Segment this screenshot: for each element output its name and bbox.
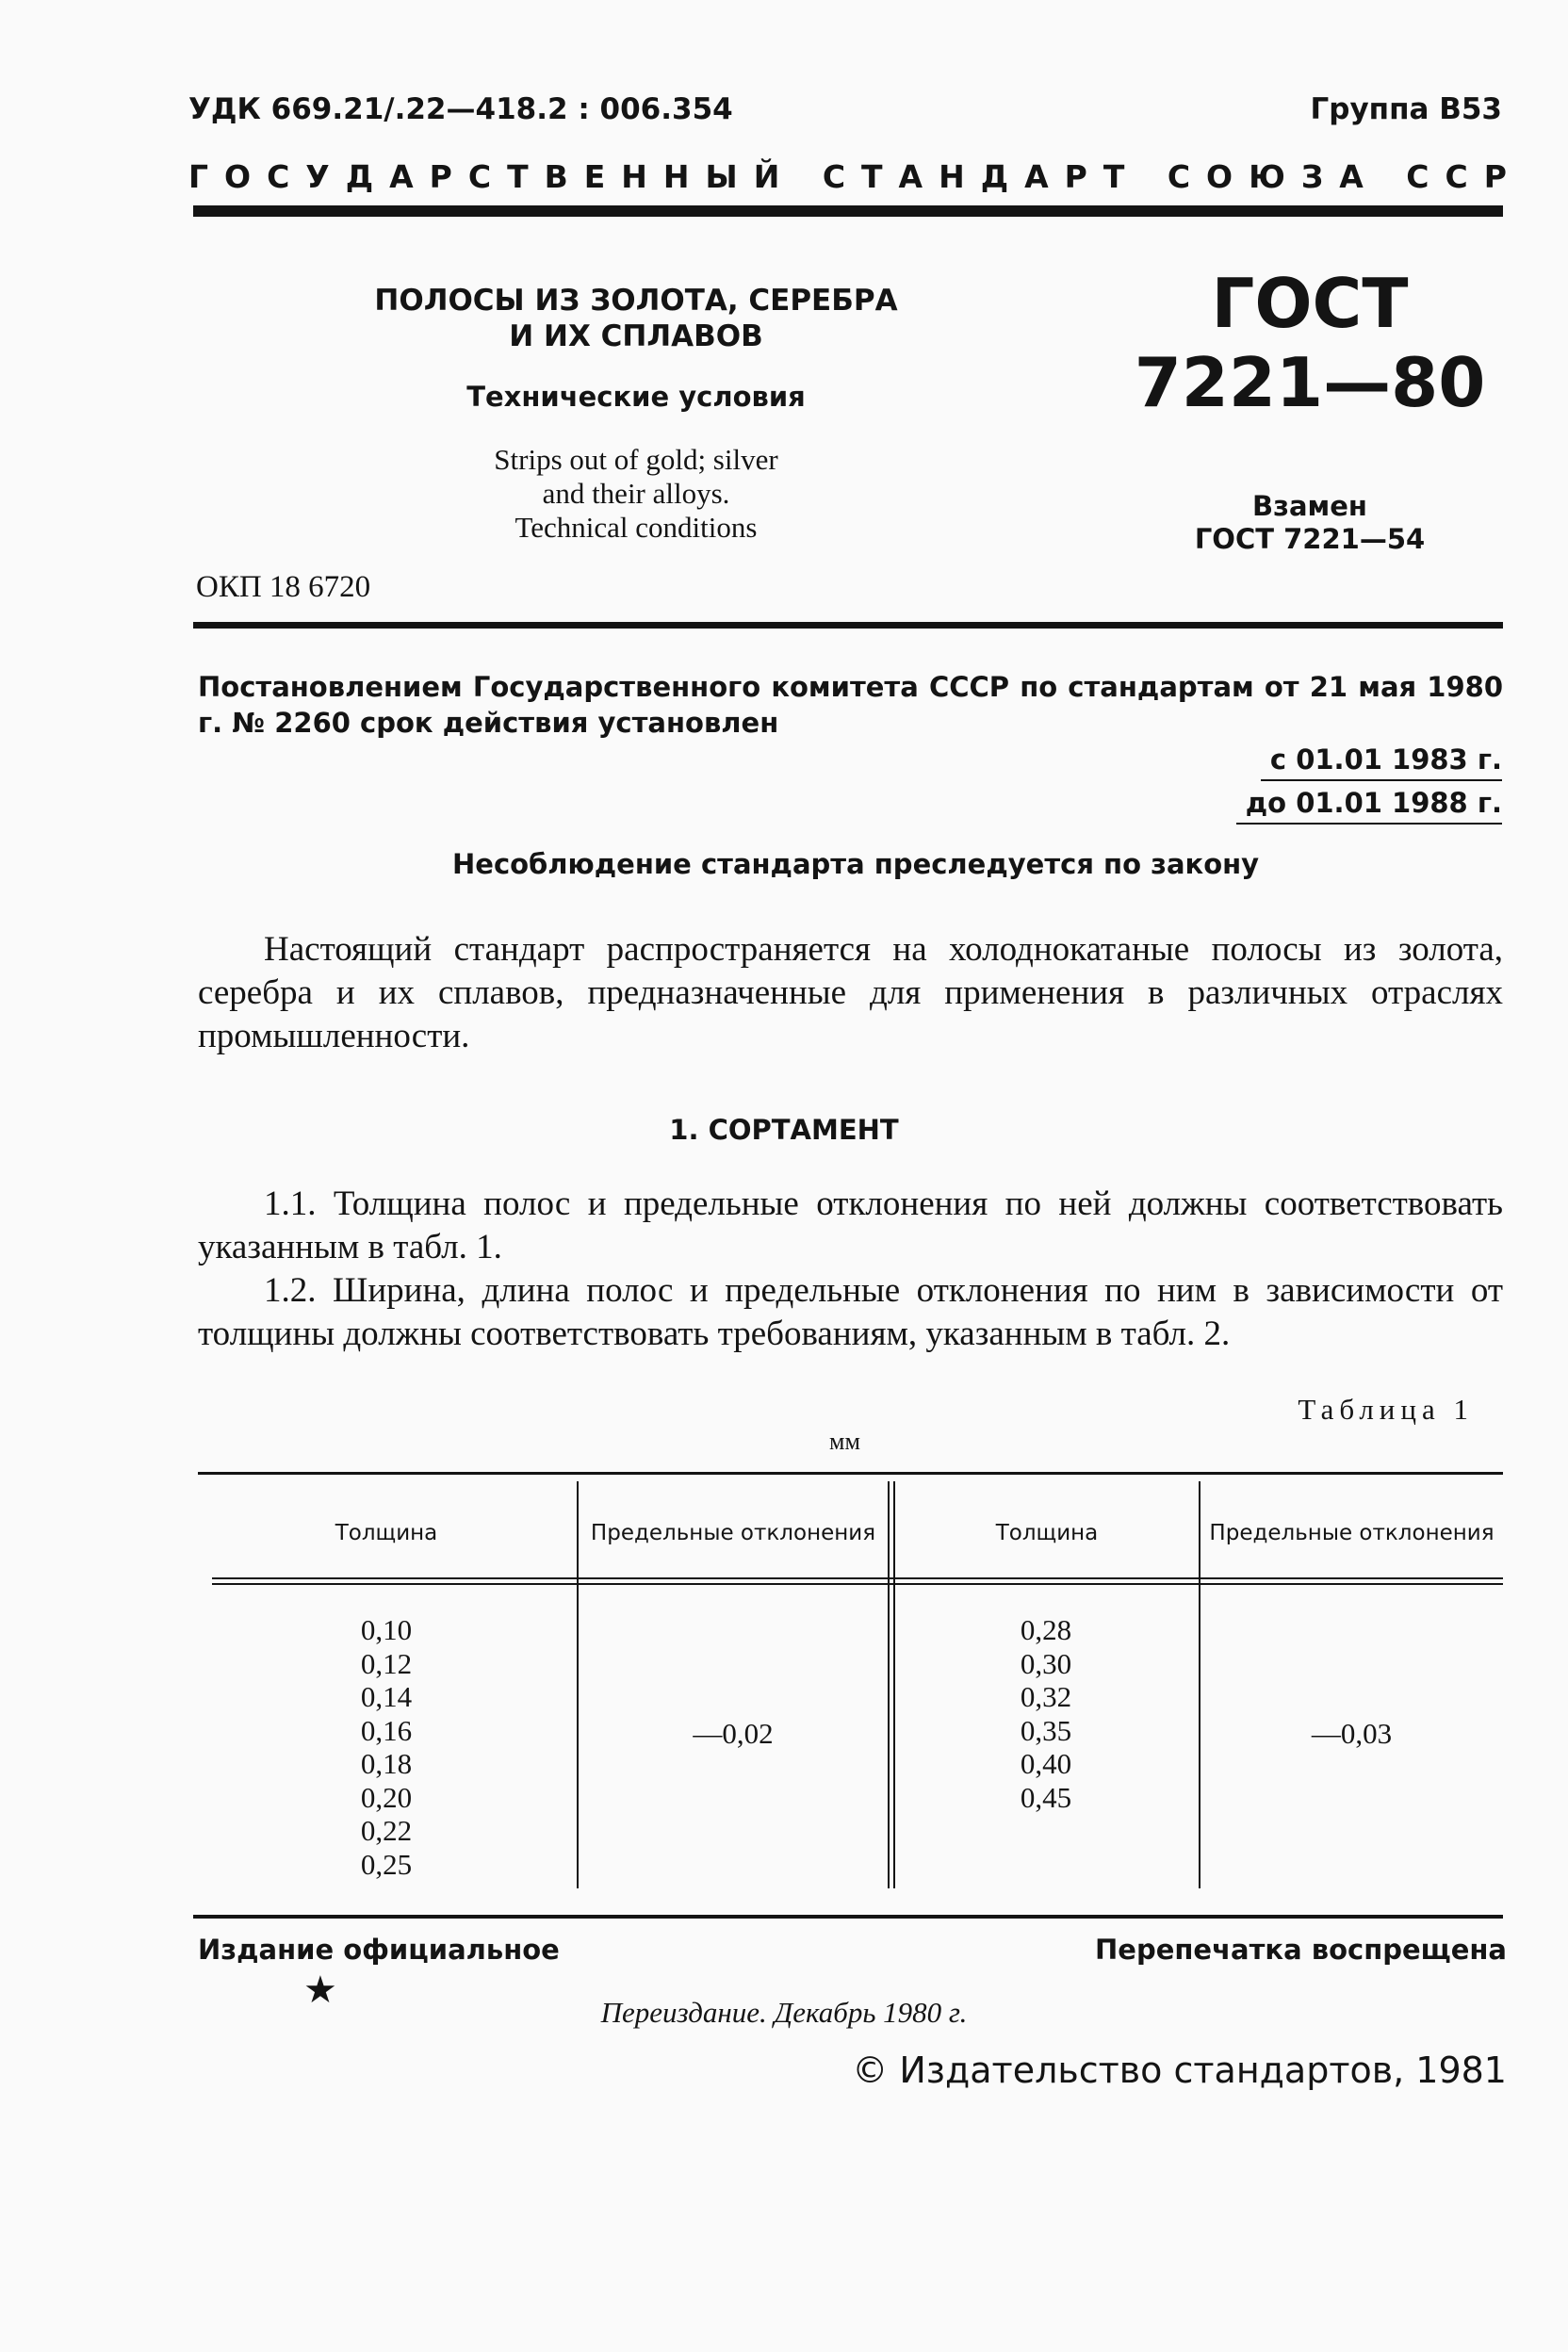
deviation-cell-2: —0,03 bbox=[1311, 1717, 1393, 1750]
table-cell: 0,30 bbox=[1020, 1646, 1072, 1680]
table-cell: 0,45 bbox=[1020, 1780, 1072, 1814]
table-top-rule bbox=[198, 1472, 1503, 1475]
title-block bbox=[320, 283, 952, 545]
section-heading: 1. СОРТАМЕНТ bbox=[669, 1114, 899, 1146]
valid-from: с 01.01 1983 г. bbox=[1261, 742, 1502, 781]
table-unit: мм bbox=[829, 1428, 860, 1455]
table-cell: 0,40 bbox=[1020, 1747, 1072, 1780]
table-cell: 0,10 bbox=[360, 1613, 413, 1646]
table-cell: 0,32 bbox=[1020, 1680, 1072, 1713]
paragraph-1-2: 1.2. Ширина, длина полос и предельные отклонения по ним в зависимости от толщины должны соответствовать требованиям, указанным в табл. 2. bbox=[198, 1271, 1503, 1353]
replaces-block bbox=[1121, 490, 1498, 556]
english-title bbox=[320, 443, 952, 545]
replaced-standard: ГОСТ 7221—54 bbox=[1194, 523, 1426, 555]
title-line-1: ПОЛОСЫ ИЗ ЗОЛОТА, СЕРЕБРА bbox=[374, 284, 898, 318]
group-code: Группа В53 bbox=[1310, 92, 1502, 126]
table-cell: 0,20 bbox=[360, 1780, 413, 1814]
udk-code: УДК 669.21/.22—418.2 : 006.354 bbox=[188, 92, 733, 126]
english-title-line: Technical conditions bbox=[514, 511, 758, 544]
thickness-table bbox=[198, 1472, 1503, 1891]
english-title-line: and their alloys. bbox=[542, 477, 730, 510]
thickness-column-1 bbox=[292, 1613, 481, 1881]
official-edition-label: Издание официальное bbox=[198, 1934, 560, 1966]
thickness-column-2 bbox=[952, 1613, 1140, 1814]
copyright: © Издательство стандартов, 1981 bbox=[852, 2050, 1507, 2091]
reissue-note: Переиздание. Декабрь 1980 г. bbox=[600, 1996, 968, 2029]
header-deviation-1: Предельные отклонения bbox=[590, 1521, 876, 1545]
okp-code: ОКП 18 6720 bbox=[196, 570, 371, 604]
gost-label: ГОСТ bbox=[1211, 264, 1409, 343]
top-rule bbox=[193, 205, 1503, 217]
legal-notice: Несоблюдение стандарта преследуется по закону bbox=[452, 848, 1260, 880]
table-cell: 0,35 bbox=[1020, 1713, 1072, 1747]
header-deviation-2: Предельные отклонения bbox=[1209, 1521, 1494, 1545]
reprint-prohibited-label: Перепечатка воспрещена bbox=[1095, 1934, 1507, 1966]
table-column-divider bbox=[888, 1481, 890, 1888]
header-thickness-1: Толщина bbox=[335, 1521, 438, 1545]
decree-text: Постановлением Государственного комитета СССР по стандартам от 21 мая 1980 г. № 2260 срок действия установлен bbox=[198, 671, 1503, 739]
bottom-rule bbox=[193, 1915, 1503, 1919]
table-label: Таблица 1 bbox=[1298, 1393, 1474, 1426]
state-standard-banner: ГОСУДАРСТВЕННЫЙ СТАНДАРТ СОЮЗА ССР bbox=[188, 158, 1523, 195]
table-cell: 0,18 bbox=[360, 1747, 413, 1780]
table-cell: 0,22 bbox=[360, 1814, 413, 1847]
replaces-label: Взамен bbox=[1252, 490, 1367, 522]
intro-paragraph: Настоящий стандарт распространяется на холоднокатаные полосы из золота, серебра и их сплавов, предназначенные для применения в различных отраслях промышленности. bbox=[198, 930, 1503, 1055]
table-cell: 0,16 bbox=[360, 1713, 413, 1747]
gost-number: 7221—80 bbox=[1134, 343, 1486, 422]
deviation-cell-1: —0,02 bbox=[693, 1717, 774, 1750]
english-title-line: Strips out of gold; silver bbox=[494, 443, 778, 476]
header-thickness-2: Толщина bbox=[995, 1521, 1099, 1545]
table-cell: 0,12 bbox=[360, 1646, 413, 1680]
table-cell: 0,14 bbox=[360, 1680, 413, 1713]
table-header-rule bbox=[212, 1583, 1503, 1585]
gost-designation bbox=[1121, 264, 1498, 422]
valid-to: до 01.01 1988 г. bbox=[1236, 785, 1502, 825]
middle-rule bbox=[193, 622, 1503, 629]
title-line-2: И ИХ СПЛАВОВ bbox=[509, 319, 763, 353]
table-cell: 0,25 bbox=[360, 1847, 413, 1881]
table-header-rule bbox=[212, 1577, 1503, 1579]
star-icon: ★ bbox=[303, 1968, 337, 2011]
validity-period bbox=[1236, 742, 1502, 828]
paragraph-1-1: 1.1. Толщина полос и предельные отклонения по ней должны соответствовать указанным в табл. 1. bbox=[198, 1184, 1503, 1266]
subtitle: Технические условия bbox=[466, 381, 806, 413]
table-cell: 0,28 bbox=[1020, 1613, 1072, 1646]
